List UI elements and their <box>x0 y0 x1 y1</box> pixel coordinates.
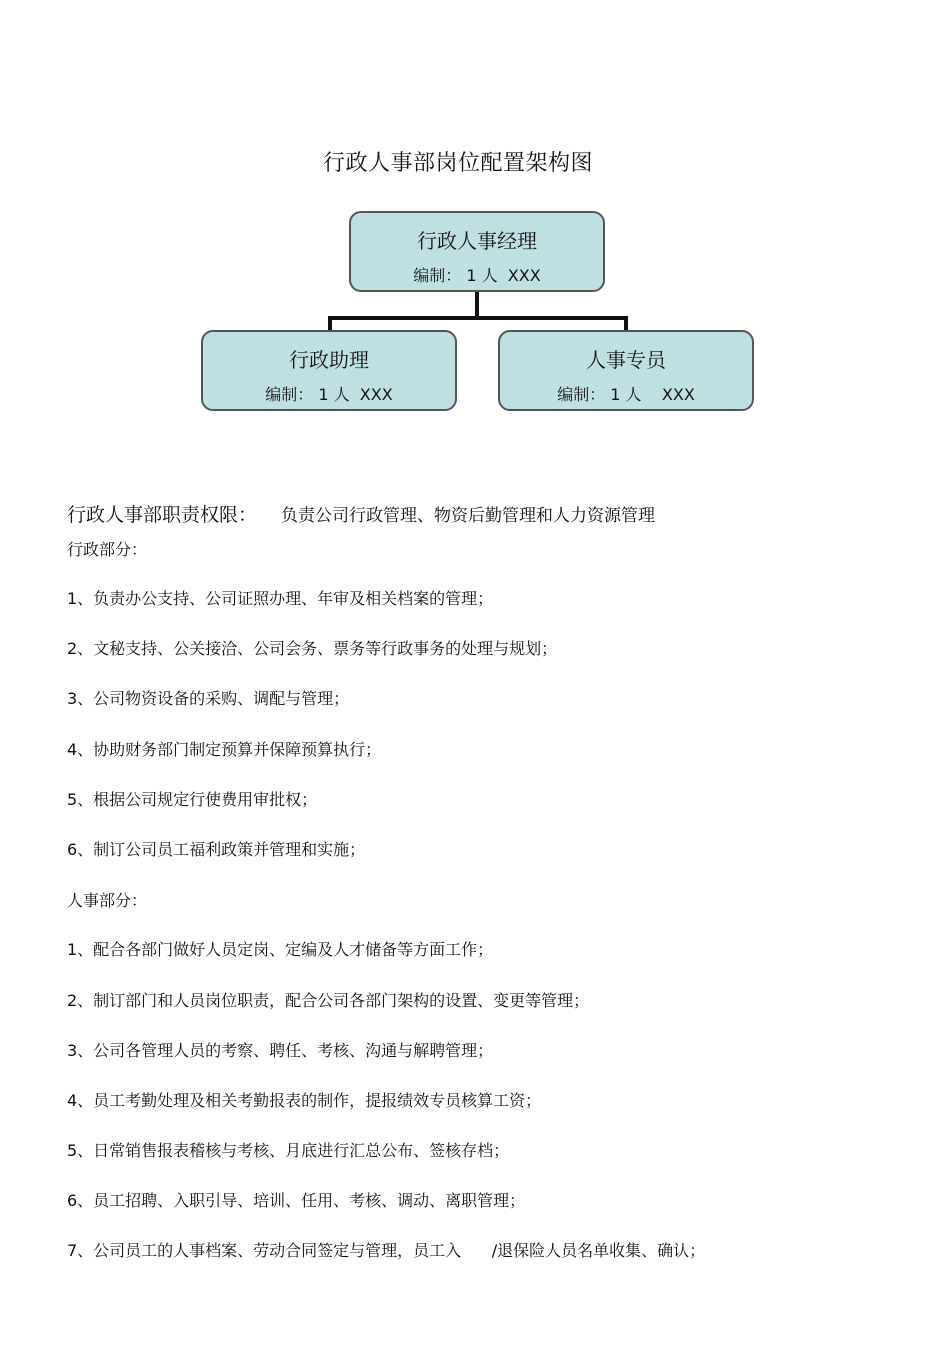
list-item: 3、公司各管理人员的考察、聘任、考核、沟通与解聘管理； <box>67 1041 494 1060</box>
list-item: 1、配合各部门做好人员定岗、定编及人才储备等方面工作； <box>67 940 494 959</box>
list-item: 6、制订公司员工福利政策并管理和实施； <box>67 840 366 859</box>
list-item: 5、根据公司规定行使费用审批权； <box>67 790 318 809</box>
org-node-quota: 编制： 1 人 XXX <box>413 266 541 285</box>
list-item: 5、日常销售报表稽核与考核、月底进行汇总公布、签核存档； <box>67 1141 510 1160</box>
org-node-specialist <box>498 330 754 411</box>
org-node-manager <box>349 211 605 292</box>
connector-line <box>328 316 628 320</box>
list-item: 7、公司员工的人事档案、劳动合同签定与管理，员工入 /退保险人员名单收集、确认； <box>67 1241 706 1260</box>
section-label-hr: 人事部分： <box>67 891 148 910</box>
connector-line <box>328 316 332 331</box>
connector-line <box>475 292 479 318</box>
department-scope <box>67 500 655 527</box>
org-node-quota: 编制： 1 人 XXX <box>557 385 695 404</box>
scope-text: 负责公司行政管理、物资后勤管理和人力资源管理 <box>281 506 656 526</box>
page-title: 行政人事部岗位配置架构图 <box>322 151 593 176</box>
list-item: 2、制订部门和人员岗位职责，配合公司各部门架构的设置、变更等管理； <box>67 991 590 1010</box>
org-node-quota: 编制： 1 人 XXX <box>265 385 393 404</box>
list-item: 2、文秘支持、公关接洽、公司会务、票务等行政事务的处理与规划； <box>67 639 558 658</box>
org-node-role: 人事专员 <box>586 348 666 372</box>
list-item: 6、员工招聘、入职引导、培训、任用、考核、调动、离职管理； <box>67 1191 526 1210</box>
list-item: 1、负责办公支持、公司证照办理、年审及相关档案的管理； <box>67 589 494 608</box>
scope-label: 行政人事部职责权限： <box>67 504 258 526</box>
org-node-role: 行政助理 <box>289 348 369 372</box>
list-item: 4、员工考勤处理及相关考勤报表的制作，提报绩效专员核算工资； <box>67 1091 542 1110</box>
section-label-admin: 行政部分： <box>67 540 148 559</box>
list-item: 4、协助财务部门制定预算并保障预算执行； <box>67 740 382 759</box>
connector-line <box>624 316 628 331</box>
org-node-assistant <box>201 330 457 411</box>
list-item: 3、公司物资设备的采购、调配与管理； <box>67 689 350 708</box>
org-node-role: 行政人事经理 <box>417 229 537 253</box>
